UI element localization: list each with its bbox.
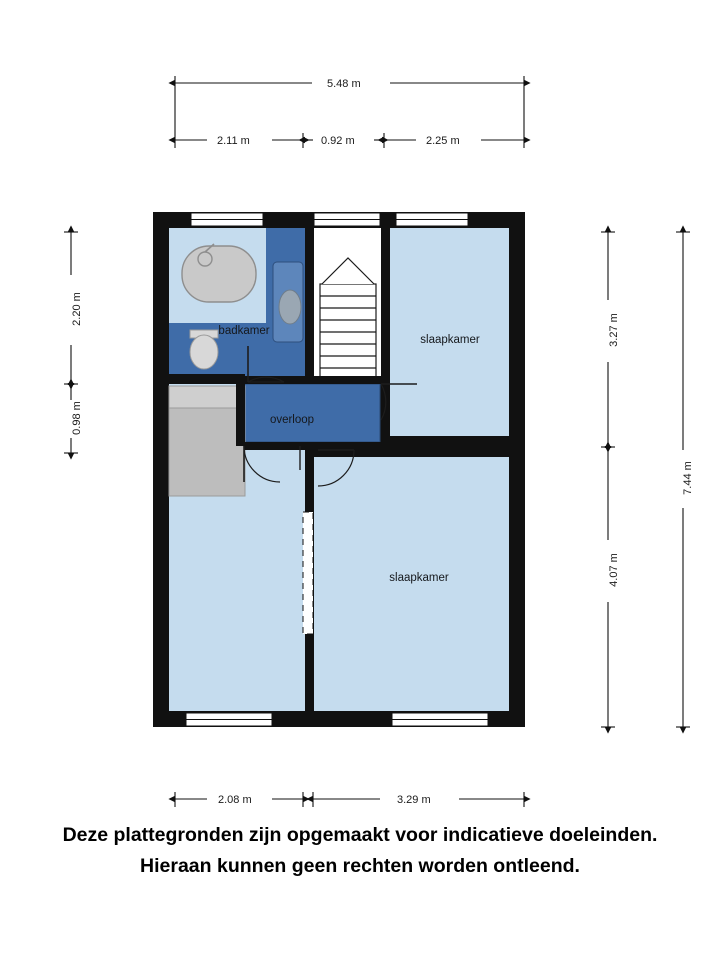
room-label-overloop: overloop xyxy=(269,414,315,426)
bed-furniture xyxy=(169,386,245,496)
dim-bottom-segment-2: 3.29 m xyxy=(397,794,431,806)
bathtub-fixture xyxy=(182,244,256,302)
dim-top-segment-2: 0.92 m xyxy=(321,135,355,147)
shower-fixture xyxy=(273,262,303,342)
disclaimer-line-1: Deze plattegronden zijn opgemaakt voor indicatieve doeleinden. xyxy=(62,824,658,846)
disclaimer-line-2: Hieraan kunnen geen rechten worden ontleend. xyxy=(140,855,580,877)
dim-right-segment-2: 4.07 m xyxy=(607,553,620,587)
room-label-badkamer: badkamer xyxy=(218,325,270,337)
dim-top-overall: 5.48 m xyxy=(327,78,361,90)
dim-left-segment-2: 0.98 m xyxy=(70,401,83,435)
toilet-fixture xyxy=(190,330,218,369)
dim-left-segment-1: 2.20 m xyxy=(70,292,83,326)
room-label-slaapkamer-bottom: slaapkamer xyxy=(389,572,449,584)
dim-top-segment-3: 2.25 m xyxy=(426,135,460,147)
dim-bottom-segment-1: 2.08 m xyxy=(218,794,252,806)
dim-right-segment-1: 3.27 m xyxy=(607,313,620,347)
floorplan-body xyxy=(153,212,525,727)
room-label-slaapkamer-top: slaapkamer xyxy=(420,334,480,346)
dim-right-overall: 7.44 m xyxy=(681,461,694,495)
dim-top-segment-1: 2.11 m xyxy=(217,135,250,147)
